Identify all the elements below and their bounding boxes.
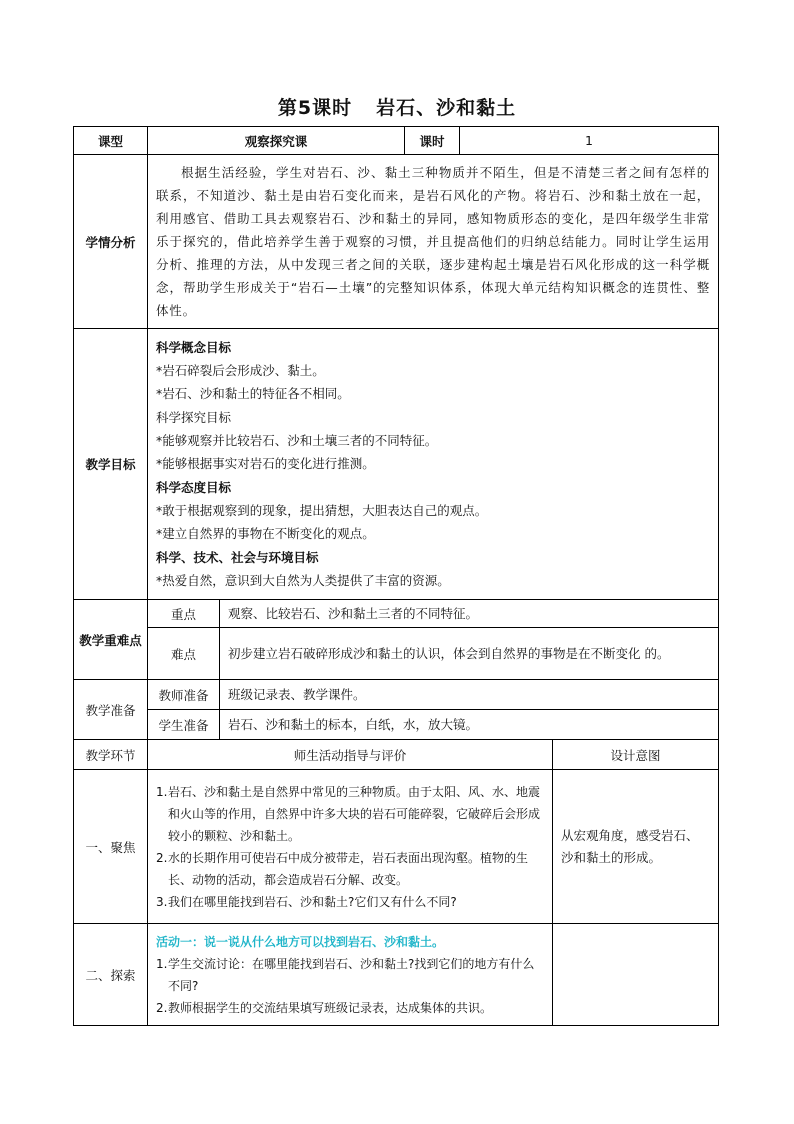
lesson-hours-value: 1 bbox=[460, 127, 719, 155]
title-lesson-number: 第5课时 bbox=[277, 97, 353, 119]
goal-heading-concept: 科学概念目标 bbox=[156, 339, 232, 355]
header-intent: 设计意图 bbox=[553, 740, 719, 770]
list-item: 1. 学生交流讨论：在哪里能找到岩石、沙和黏土?找到它们的地方有什么不同? bbox=[156, 956, 535, 993]
lesson-plan-table bbox=[73, 126, 719, 1026]
lesson-type-row bbox=[74, 127, 719, 155]
student-prep-label: 学生准备 bbox=[148, 710, 220, 740]
goal-item: *建立自然界的事物在不断变化的观点。 bbox=[156, 526, 375, 542]
lesson-hours-label: 课时 bbox=[405, 127, 460, 155]
analysis-text: 根据生活经验，学生对岩石、沙、黏土三种物质并不陌生，但是不清楚三者之间有怎样的联系，不知道沙、黏土是由岩石变化而来，是岩石风化的产物。将岩石、沙和黏土放在一起，利用感官、借助工具去观察岩石、沙和黏土的异同，感知物质形态的变化，是四年级学生非常乐于探究的，借此培养学生善于观察的习惯，并且提高他们的归纳总结能力。同时让学生运用分析、推理的方法，从中发现三者之间的关联，逐步建构起土壤是岩石风化形成的这一科学概念，帮助学生形成关于“岩石—土壤”的完整知识体系，体现大单元结构知识概念的连贯性、整体性。 bbox=[156, 165, 711, 318]
explore-label: 二、探索 bbox=[74, 924, 148, 1026]
key-text: 观察、比较岩石、沙和黏土三者的不同特征。 bbox=[220, 600, 719, 628]
teacher-prep-row bbox=[74, 680, 719, 710]
explore-cell bbox=[148, 924, 553, 1026]
section-header-row bbox=[74, 740, 719, 770]
goal-item: *能够观察并比较岩石、沙和土壤三者的不同特征。 bbox=[156, 433, 438, 449]
student-prep-text: 岩石、沙和黏土的标本，白纸，水，放大镜。 bbox=[220, 710, 719, 740]
focus-row bbox=[74, 770, 719, 924]
prep-label: 教学准备 bbox=[74, 680, 148, 740]
lesson-type-value: 观察探究课 bbox=[148, 127, 405, 155]
analysis-cell bbox=[148, 155, 719, 329]
header-activity: 师生活动指导与评价 bbox=[148, 740, 553, 770]
page-title bbox=[0, 93, 794, 120]
list-item: 3. 我们在哪里能找到岩石、沙和黏土?它们又有什么不同? bbox=[156, 894, 457, 909]
focus-intent: 从宏观角度，感受岩石、沙和黏土的形成。 bbox=[553, 770, 719, 924]
lesson-type-label: 课型 bbox=[74, 127, 148, 155]
keypoints-label: 教学重难点 bbox=[74, 600, 148, 680]
goal-heading-inquiry: 科学探究目标 bbox=[156, 409, 232, 425]
explore-row bbox=[74, 924, 719, 1026]
analysis-row bbox=[74, 155, 719, 329]
teacher-prep-text: 班级记录表、教学课件。 bbox=[220, 680, 719, 710]
explore-intent bbox=[553, 924, 719, 1026]
key-label: 重点 bbox=[148, 600, 220, 628]
header-stage: 教学环节 bbox=[74, 740, 148, 770]
analysis-label: 学情分析 bbox=[74, 155, 148, 329]
goals-label: 教学目标 bbox=[74, 329, 148, 600]
difficulty-row bbox=[74, 628, 719, 680]
goal-item: *热爱自然，意识到大自然为人类提供了丰富的资源。 bbox=[156, 572, 450, 588]
teacher-prep-label: 教师准备 bbox=[148, 680, 220, 710]
key-point-row bbox=[74, 600, 719, 628]
difficulty-label: 难点 bbox=[148, 628, 220, 680]
goal-item: *岩石、沙和黏土的特征各不相同。 bbox=[156, 386, 350, 402]
goals-cell bbox=[148, 329, 719, 600]
goal-item: *能够根据事实对岩石的变化进行推测。 bbox=[156, 456, 375, 472]
list-item: 2. 教师根据学生的交流结果填写班级记录表，达成集体的共识。 bbox=[156, 1000, 493, 1015]
student-prep-row bbox=[74, 710, 719, 740]
goal-heading-sts: 科学、技术、社会与环境目标 bbox=[156, 549, 319, 565]
title-lesson-name: 岩石、沙和黏土 bbox=[376, 97, 517, 119]
focus-cell bbox=[148, 770, 553, 924]
goal-heading-attitude: 科学态度目标 bbox=[156, 479, 232, 495]
goal-item: *岩石碎裂后会形成沙、黏土。 bbox=[156, 363, 325, 379]
focus-label: 一、聚焦 bbox=[74, 770, 148, 924]
goal-item: *敢于根据观察到的现象，提出猜想，大胆表达自己的观点。 bbox=[156, 502, 488, 518]
goals-row bbox=[74, 329, 719, 600]
list-item: 1. 岩石、沙和黏土是自然界中常见的三种物质。由于太阳、风、水、地震和火山等的作用，自然界中许多大块的岩石可能碎裂，它破碎后会形成较小的颗粒、沙和黏土。 bbox=[156, 784, 541, 843]
difficulty-text: 初步建立岩石破碎形成沙和黏土的认识，体会到自然界的事物是在不断变化 的。 bbox=[220, 628, 719, 680]
list-item: 2. 水的长期作用可使岩石中成分被带走，岩石表面出现沟壑。植物的生长、动物的活动，都会造成岩石分解、改变。 bbox=[156, 850, 529, 887]
activity-heading: 活动一：说一说从什么地方可以找到岩石、沙和黏土。 bbox=[156, 934, 445, 949]
